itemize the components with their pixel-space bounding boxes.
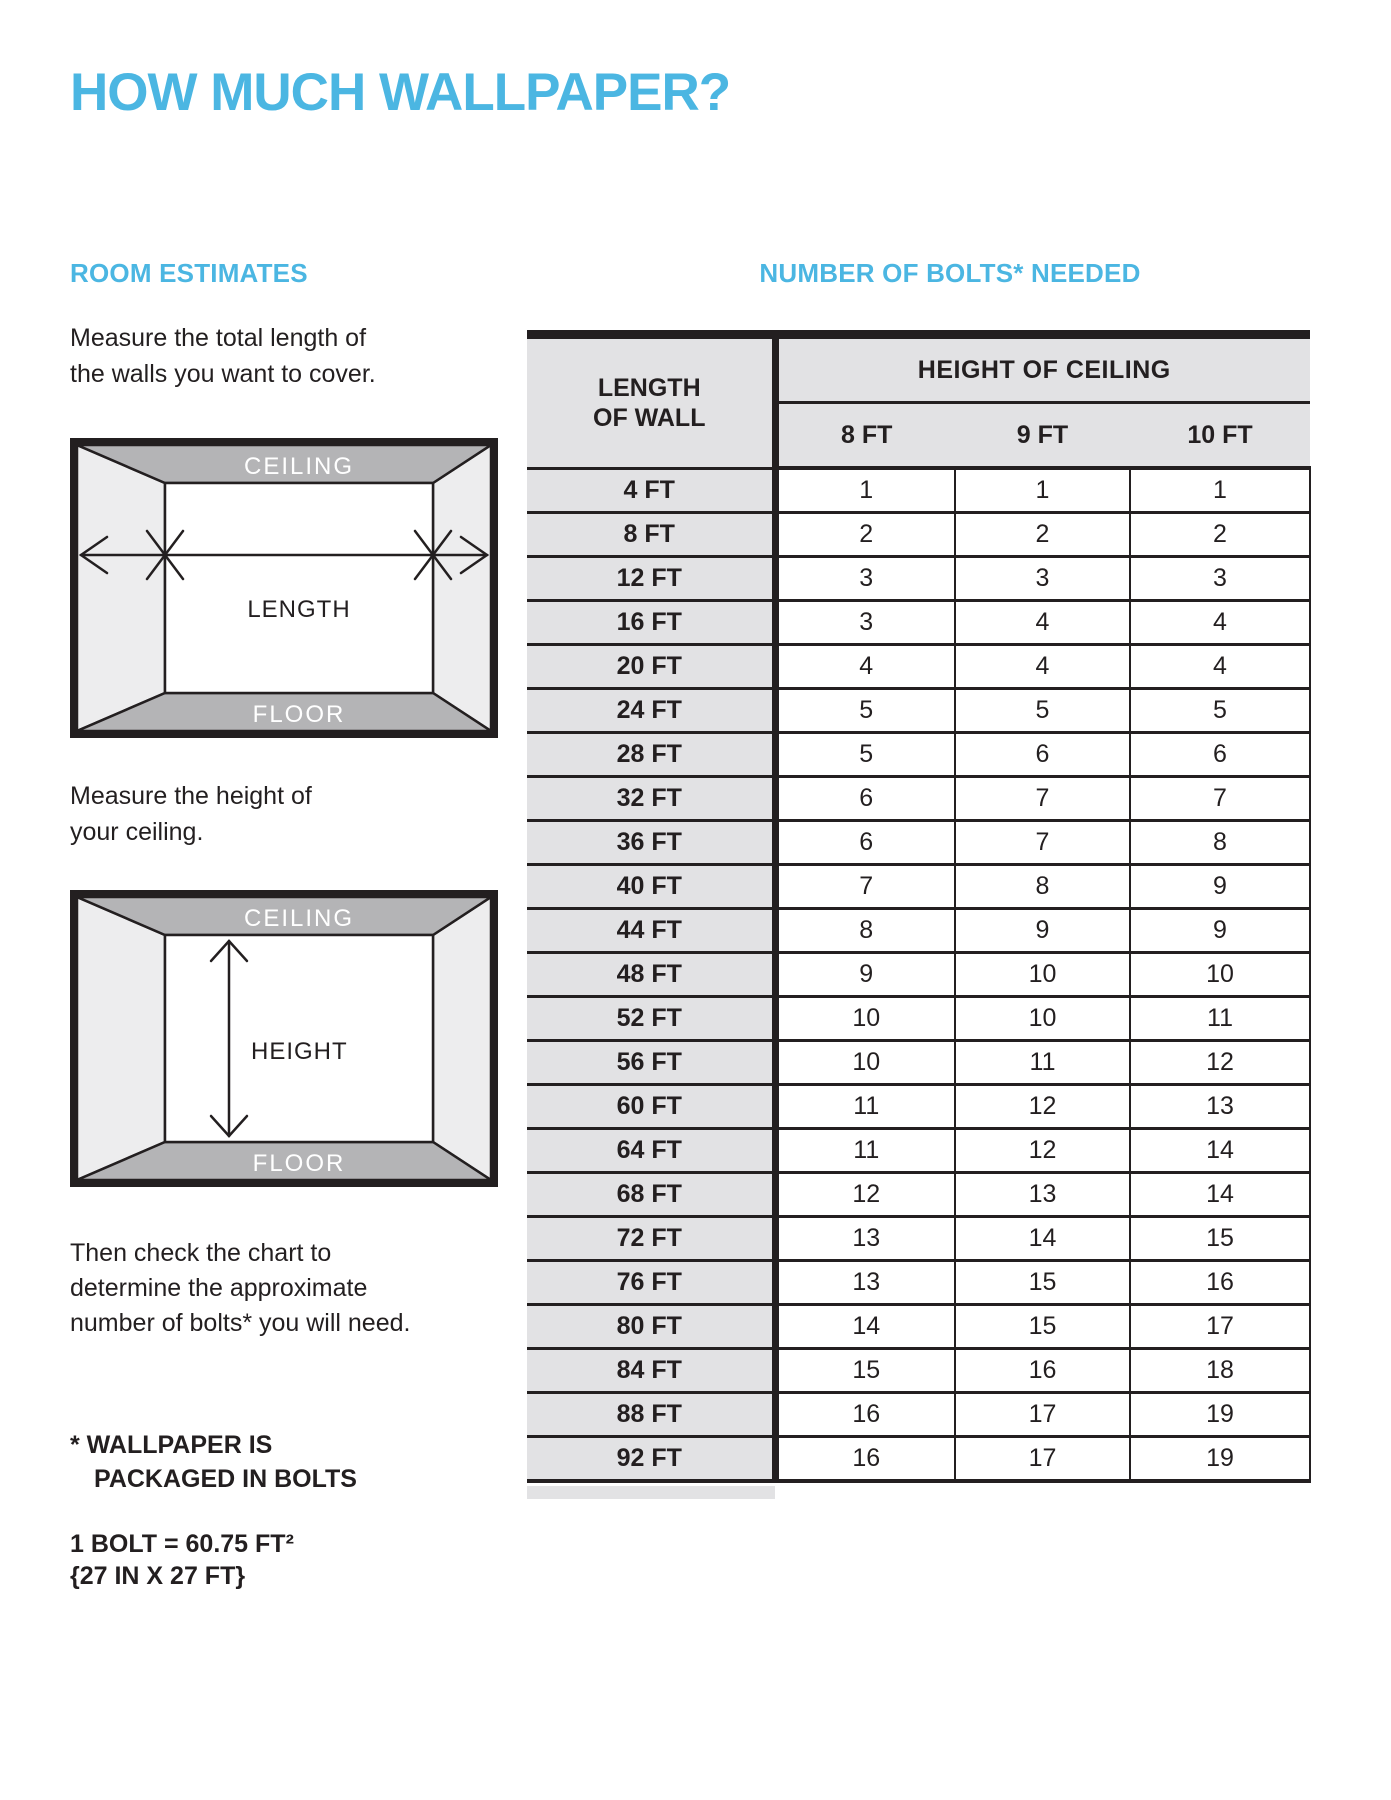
bolt-count-cell: 11 <box>955 1041 1130 1085</box>
bolt-count-cell: 16 <box>955 1349 1130 1393</box>
left-wall-shape <box>77 445 165 731</box>
row-header-wall-length: 32 FT <box>527 777 775 821</box>
bolt-count-cell: 11 <box>775 1085 955 1129</box>
bolt-count-cell: 9 <box>1130 865 1310 909</box>
bolt-count-cell: 17 <box>955 1437 1130 1482</box>
footnote-wallpaper-bolts: * WALLPAPER IS PACKAGED IN BOLTS <box>70 1431 357 1493</box>
bolt-count-cell: 9 <box>955 909 1130 953</box>
table-row <box>527 557 1310 601</box>
table-row <box>527 1393 1310 1437</box>
instruction-measure-height: Measure the height of your ceiling. <box>70 782 312 846</box>
bolt-count-cell: 9 <box>1130 909 1310 953</box>
bolt-count-cell: 7 <box>1130 777 1310 821</box>
table-footer-gray-strip <box>527 1486 775 1499</box>
instruction-measure-length: Measure the total length of the walls you want to cover. <box>70 324 376 388</box>
row-header-wall-length: 52 FT <box>527 997 775 1041</box>
table-row <box>527 865 1310 909</box>
bolt-count-cell: 2 <box>775 513 955 557</box>
table-row <box>527 909 1310 953</box>
table-row <box>527 468 1310 513</box>
table-row <box>527 1041 1310 1085</box>
bolt-count-cell: 6 <box>775 821 955 865</box>
bolt-count-cell: 1 <box>775 468 955 513</box>
floor-label: FLOOR <box>252 1150 346 1177</box>
bolt-count-cell: 13 <box>775 1261 955 1305</box>
row-header-wall-length: 80 FT <box>527 1305 775 1349</box>
bolt-count-cell: 12 <box>1130 1041 1310 1085</box>
bolt-count-cell: 8 <box>955 865 1130 909</box>
bolt-count-cell: 16 <box>775 1437 955 1482</box>
row-header-wall-length: 16 FT <box>527 601 775 645</box>
bolt-count-cell: 2 <box>1130 513 1310 557</box>
bolt-count-cell: 17 <box>955 1393 1130 1437</box>
bolt-count-cell: 19 <box>1130 1437 1310 1482</box>
table-row <box>527 689 1310 733</box>
table-row <box>527 1085 1310 1129</box>
bolt-count-cell: 4 <box>775 645 955 689</box>
row-header-wall-length: 68 FT <box>527 1173 775 1217</box>
bolt-count-cell: 4 <box>955 645 1130 689</box>
bolt-count-cell: 10 <box>1130 953 1310 997</box>
bolt-count-cell: 5 <box>955 689 1130 733</box>
table-row <box>527 1349 1310 1393</box>
row-header-wall-length: 56 FT <box>527 1041 775 1085</box>
row-header-wall-length: 92 FT <box>527 1437 775 1482</box>
right-wall-shape <box>433 445 491 731</box>
table-row <box>527 1217 1310 1261</box>
bolt-count-cell: 10 <box>775 1041 955 1085</box>
bolt-count-cell: 10 <box>775 997 955 1041</box>
row-header-wall-length: 84 FT <box>527 1349 775 1393</box>
bolt-count-cell: 5 <box>775 689 955 733</box>
table-row <box>527 997 1310 1041</box>
bolt-count-cell: 13 <box>955 1173 1130 1217</box>
bolt-count-cell: 1 <box>1130 468 1310 513</box>
length-label: LENGTH <box>247 596 351 623</box>
bolt-count-cell: 5 <box>775 733 955 777</box>
row-header-wall-length: 36 FT <box>527 821 775 865</box>
floor-label: FLOOR <box>252 701 346 728</box>
bolt-count-cell: 4 <box>1130 601 1310 645</box>
room-height-illustration <box>77 897 491 1180</box>
bolt-count-cell: 7 <box>955 777 1130 821</box>
row-header-wall-length: 28 FT <box>527 733 775 777</box>
row-header-wall-length: 20 FT <box>527 645 775 689</box>
left-wall-shape <box>77 897 165 1180</box>
col-header-9ft: 9 FT <box>955 403 1130 469</box>
bolt-count-cell: 12 <box>955 1129 1130 1173</box>
room-length-diagram <box>70 438 498 738</box>
table-heading: NUMBER OF BOLTS* NEEDED <box>759 258 1141 288</box>
bolt-count-cell: 19 <box>1130 1393 1310 1437</box>
row-header-wall-length: 72 FT <box>527 1217 775 1261</box>
bolt-count-cell: 10 <box>955 997 1130 1041</box>
col-header-length-of-wall: LENGTH OF WALL <box>527 335 775 469</box>
col-header-8ft: 8 FT <box>775 403 955 469</box>
bolt-count-cell: 7 <box>955 821 1130 865</box>
ceiling-label: CEILING <box>243 905 355 932</box>
table-row <box>527 1437 1310 1482</box>
bolt-count-cell: 10 <box>955 953 1130 997</box>
row-header-wall-length: 48 FT <box>527 953 775 997</box>
bolt-count-cell: 3 <box>775 557 955 601</box>
bolt-count-cell: 8 <box>1130 821 1310 865</box>
bolt-count-cell: 13 <box>1130 1085 1310 1129</box>
bolt-count-cell: 6 <box>775 777 955 821</box>
table-row <box>527 1305 1310 1349</box>
bolt-count-cell: 6 <box>1130 733 1310 777</box>
table-row <box>527 645 1310 689</box>
row-header-wall-length: 44 FT <box>527 909 775 953</box>
bolt-equivalence: 1 BOLT = 60.75 FT² <box>70 1530 294 1558</box>
bolt-count-cell: 15 <box>955 1261 1130 1305</box>
row-header-wall-length: 88 FT <box>527 1393 775 1437</box>
bolt-count-cell: 13 <box>775 1217 955 1261</box>
bolt-count-cell: 3 <box>775 601 955 645</box>
table-row <box>527 777 1310 821</box>
row-header-wall-length: 76 FT <box>527 1261 775 1305</box>
bolt-count-cell: 15 <box>1130 1217 1310 1261</box>
bolt-count-cell: 8 <box>775 909 955 953</box>
right-wall-shape <box>433 897 491 1180</box>
bolt-count-cell: 1 <box>955 468 1130 513</box>
bolt-count-cell: 16 <box>775 1393 955 1437</box>
bolt-count-cell: 17 <box>1130 1305 1310 1349</box>
bolt-count-cell: 5 <box>1130 689 1310 733</box>
table-row <box>527 1173 1310 1217</box>
bolt-count-cell: 12 <box>775 1173 955 1217</box>
table-row <box>527 601 1310 645</box>
room-height-diagram <box>70 890 498 1187</box>
bolt-count-cell: 14 <box>1130 1129 1310 1173</box>
bolt-count-cell: 4 <box>955 601 1130 645</box>
col-group-header-height-of-ceiling: HEIGHT OF CEILING <box>775 335 1310 403</box>
page-title: HOW MUCH WALLPAPER? <box>70 63 731 122</box>
bolt-count-cell: 6 <box>955 733 1130 777</box>
row-header-wall-length: 64 FT <box>527 1129 775 1173</box>
bolt-count-cell: 4 <box>1130 645 1310 689</box>
table-row <box>527 1261 1310 1305</box>
table-row <box>527 733 1310 777</box>
bolt-count-cell: 3 <box>1130 557 1310 601</box>
bolts-table <box>527 330 1311 1483</box>
row-header-wall-length: 4 FT <box>527 468 775 513</box>
room-length-illustration <box>77 445 491 731</box>
bolt-count-cell: 14 <box>775 1305 955 1349</box>
row-header-wall-length: 24 FT <box>527 689 775 733</box>
table-row <box>527 1129 1310 1173</box>
bolt-count-cell: 11 <box>1130 997 1310 1041</box>
bolt-count-cell: 2 <box>955 513 1130 557</box>
back-wall-shape <box>165 483 433 693</box>
row-header-wall-length: 12 FT <box>527 557 775 601</box>
height-label: HEIGHT <box>251 1038 348 1065</box>
bolt-count-cell: 15 <box>775 1349 955 1393</box>
ceiling-label: CEILING <box>243 453 355 480</box>
bolt-count-cell: 14 <box>1130 1173 1310 1217</box>
table-row <box>527 513 1310 557</box>
instruction-check-chart: Then check the chart to determine the approximate number of bolts* you will need. <box>70 1239 411 1337</box>
bolt-count-cell: 11 <box>775 1129 955 1173</box>
bolt-count-cell: 7 <box>775 865 955 909</box>
bolt-specification <box>70 1528 294 1592</box>
row-header-wall-length: 8 FT <box>527 513 775 557</box>
section-heading-room-estimates: ROOM ESTIMATES <box>70 258 308 288</box>
col-header-10ft: 10 FT <box>1130 403 1310 469</box>
bolt-count-cell: 18 <box>1130 1349 1310 1393</box>
bolt-count-cell: 16 <box>1130 1261 1310 1305</box>
bolt-count-cell: 14 <box>955 1217 1130 1261</box>
row-header-wall-length: 60 FT <box>527 1085 775 1129</box>
row-header-wall-length: 40 FT <box>527 865 775 909</box>
table-row <box>527 953 1310 997</box>
bolt-count-cell: 9 <box>775 953 955 997</box>
bolt-count-cell: 15 <box>955 1305 1130 1349</box>
bolts-table-body <box>527 468 1310 1481</box>
bolt-dimensions: {27 IN X 27 FT} <box>70 1562 246 1590</box>
bolt-count-cell: 3 <box>955 557 1130 601</box>
bolt-count-cell: 12 <box>955 1085 1130 1129</box>
table-row <box>527 821 1310 865</box>
